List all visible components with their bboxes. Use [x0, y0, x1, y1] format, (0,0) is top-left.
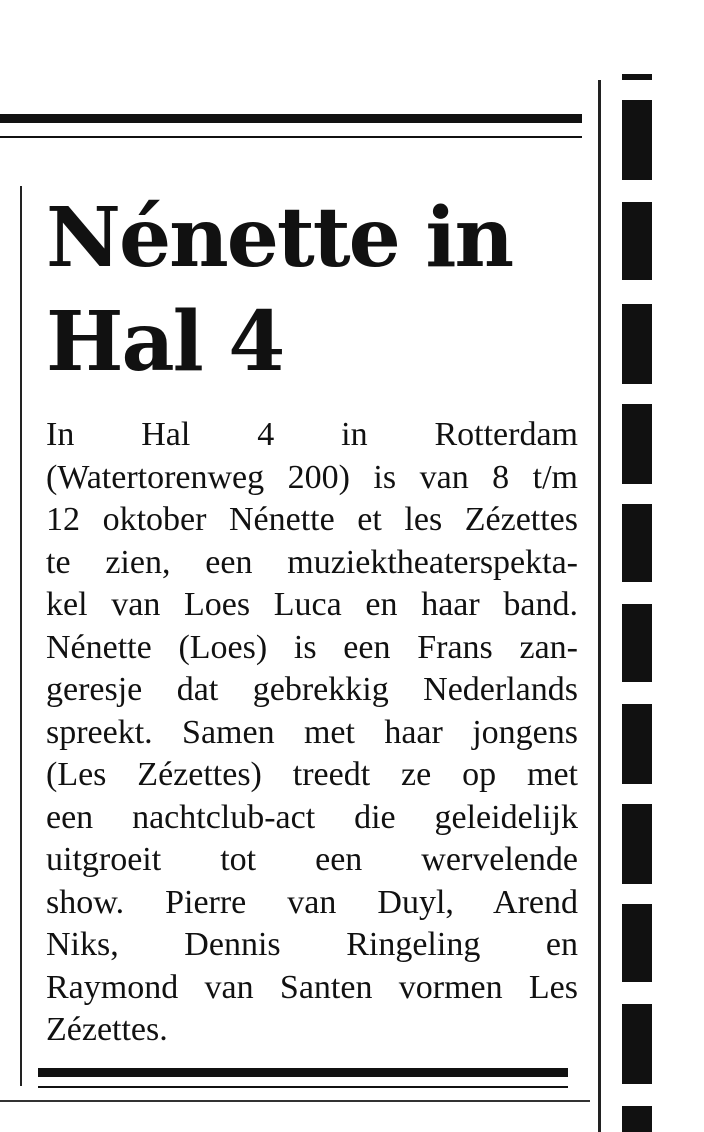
body-line: spreekt. Samen met haar jongens	[46, 713, 578, 751]
bottom-thin-rule	[38, 1086, 568, 1088]
top-thick-rule	[0, 114, 582, 123]
body-line: Nénette (Loes) is een Frans zan-	[46, 628, 578, 666]
filmstrip-bar	[622, 804, 652, 884]
headline-line: Nénette in	[46, 190, 513, 286]
right-column-rule	[598, 80, 601, 1132]
filmstrip-bar	[622, 304, 652, 384]
body-line: geresje dat gebrekkig Nederlands	[46, 671, 578, 708]
bottom-thick-rule	[38, 1068, 568, 1077]
filmstrip-bar	[622, 904, 652, 982]
body-line: 12 oktober Nénette et les Zézettes	[46, 501, 578, 538]
left-column-rule	[20, 186, 22, 1086]
body-line: Niks, Dennis Ringeling en	[46, 926, 578, 963]
body-line: (Les Zézettes) treedt ze op met	[46, 756, 578, 793]
headline-line: Hal 4	[46, 294, 284, 390]
body-line: (Watertorenweg 200) is van 8 t/m	[46, 458, 578, 496]
filmstrip-bar	[622, 100, 652, 180]
body-line: een nachtclub-act die geleidelijk	[46, 798, 578, 836]
body-line: uitgroeit tot een wervelende	[46, 841, 578, 878]
article-body	[46, 414, 578, 1052]
body-line: show. Pierre van Duyl, Arend	[46, 883, 578, 921]
filmstrip-bar	[622, 1004, 652, 1084]
filmstrip-bar	[622, 74, 652, 80]
filmstrip-bar	[622, 604, 652, 682]
top-thin-rule	[0, 136, 582, 138]
filmstrip-bar	[622, 404, 652, 484]
filmstrip-bar	[622, 1106, 652, 1132]
bottom-edge-rule	[0, 1100, 590, 1102]
body-line: te zien, een muziektheaterspekta-	[46, 543, 578, 581]
filmstrip-border	[622, 70, 652, 1132]
article-headline	[46, 186, 586, 394]
filmstrip-bar	[622, 504, 652, 582]
body-line: kel van Loes Luca en haar band.	[46, 586, 578, 623]
body-line: In Hal 4 in Rotterdam	[46, 416, 578, 453]
filmstrip-bar	[622, 704, 652, 784]
filmstrip-bar	[622, 202, 652, 280]
body-line: Zézettes.	[46, 1011, 168, 1048]
body-line: Raymond van Santen vormen Les	[46, 968, 578, 1006]
